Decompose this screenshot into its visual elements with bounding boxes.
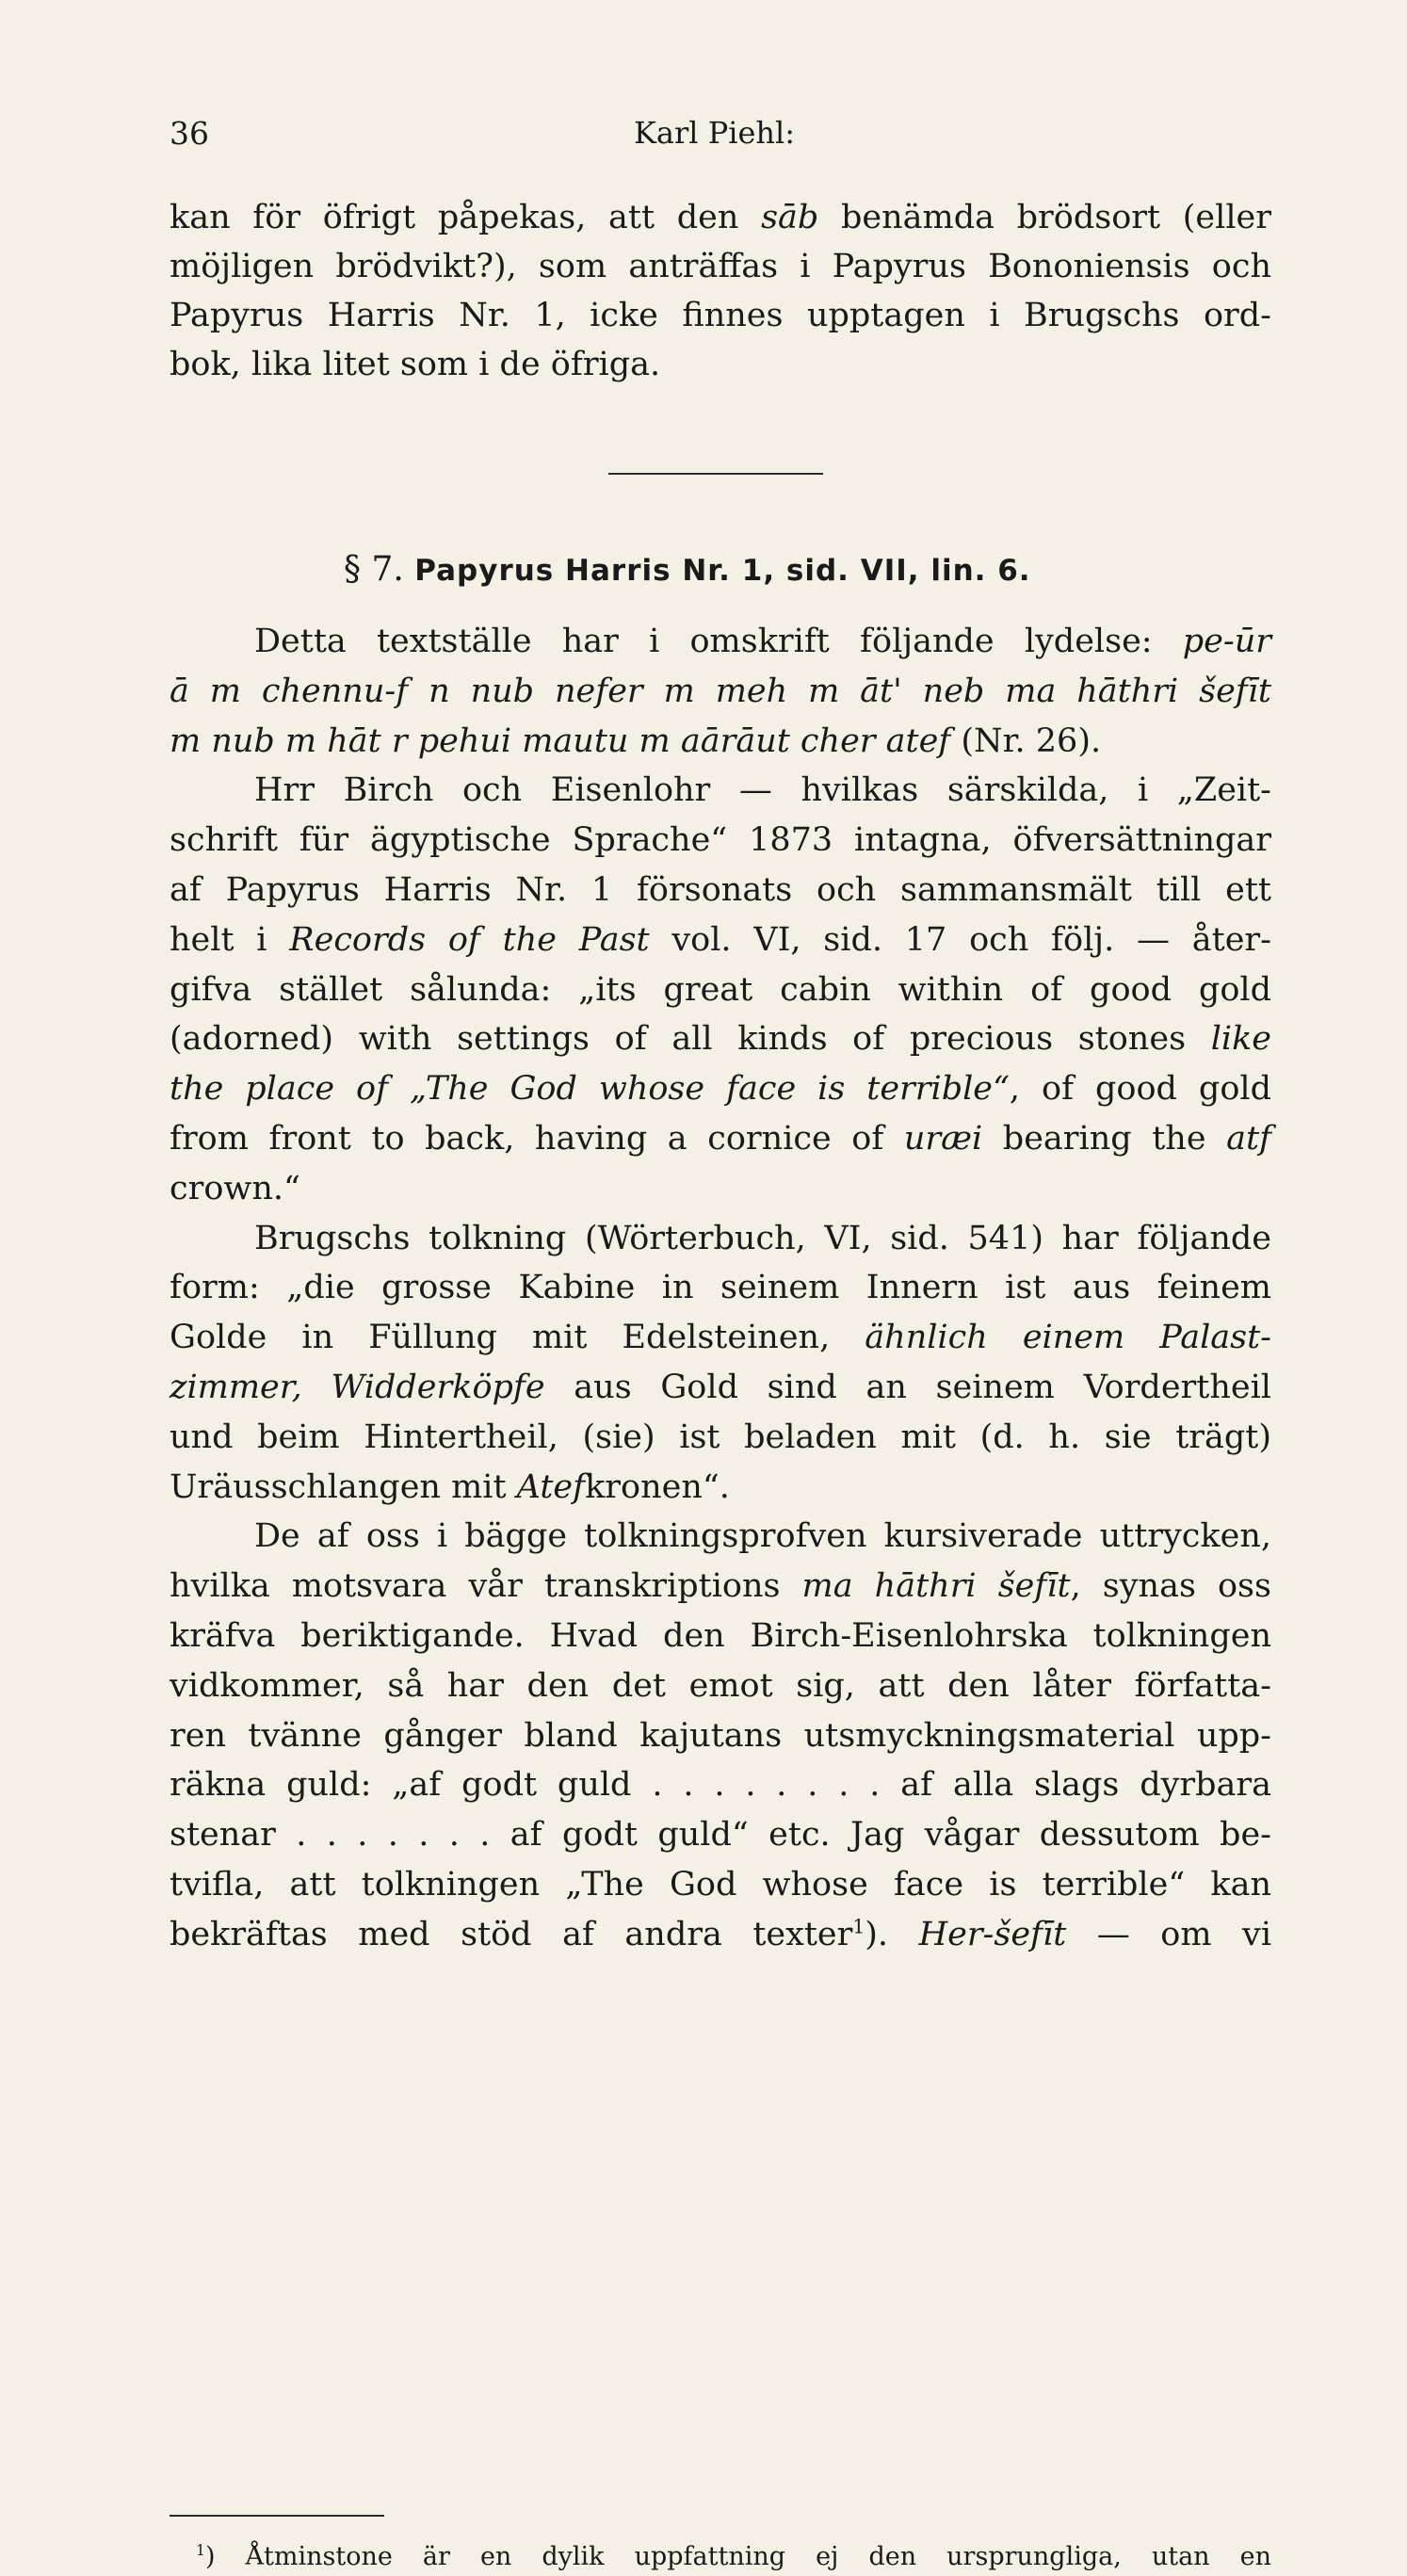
text-line (254, 1214, 1271, 1263)
text-line (170, 291, 1271, 340)
text-run: (Nr. 26). (950, 721, 1102, 760)
text-run: möjligen brödvikt?), som anträffas i Papyrus Bononiensis och (170, 248, 1271, 285)
text-run: Hrr Birch och Eisenlohr — hvilkas särskilda, i „Zeit- (254, 771, 1271, 810)
text-line (170, 1711, 1271, 1760)
italic-run: m nub m hāt r pehui mautu m aārāut cher atef (170, 721, 951, 760)
text-run: form: „die grosse Kabine in seinem Innern ist aus feinem (170, 1269, 1271, 1307)
italic-run: Her-šefīt (918, 1915, 1067, 1953)
text-run: vol. VI, sid. 17 och följ. — åter- (649, 920, 1271, 959)
text-line (170, 1810, 1271, 1859)
text-line (170, 1612, 1271, 1661)
italic-run: Records of the Past (289, 920, 650, 959)
text-run: und beim Hintertheil, (sie) ist beladen mit (d. h. sie trägt) (170, 1418, 1271, 1456)
text-line (170, 1661, 1271, 1710)
footnote (196, 2538, 1271, 2576)
footnote-text: ) Åtminstone är en dylik uppfattning ej den ursprungliga, utan en (204, 2542, 1271, 2571)
text-line (170, 1860, 1271, 1909)
text-run: räkna guld: „af godt guld . . . . . . . . af alla slags dyrbara (170, 1766, 1271, 1805)
text-run: stenar . . . . . . . af godt guld“ etc. Jag vågar dessutom be- (170, 1816, 1271, 1855)
text-line (170, 1164, 1271, 1213)
text-run: tvifla, att tolkningen „The God whose face is terrible“ kan (170, 1866, 1271, 1904)
text-run: af Papyrus Harris Nr. 1 försonats och sammansmält till ett (170, 871, 1271, 909)
section-heading (344, 542, 1135, 598)
text-line (170, 816, 1271, 865)
text-line (170, 1562, 1271, 1611)
text-line (170, 1263, 1271, 1312)
text-run: from front to back, having a cornice of (170, 1120, 904, 1158)
section-mark: § 7. (344, 550, 404, 589)
text-run: , synas oss (1070, 1567, 1271, 1606)
text-run: (adorned) with settings of all kinds of precious stones (170, 1020, 1211, 1059)
text-line (170, 1313, 1271, 1362)
text-run: Uräusschlangen mit (170, 1467, 517, 1506)
text-line (170, 1760, 1271, 1809)
italic-run: zimmer, Widderköpfe (170, 1369, 545, 1406)
text-line (170, 340, 1271, 389)
text-run: Detta textställe har i omskrift följande lydelse: (254, 623, 1183, 660)
text-line (170, 1910, 1271, 1959)
italic-run: uræi (903, 1120, 983, 1158)
text-line (170, 1114, 1271, 1163)
text-line (170, 1413, 1271, 1462)
italic-run: Atef (516, 1467, 586, 1506)
text-run: kronen“. (585, 1467, 730, 1506)
italic-run: ähnlich einem Palast- (865, 1319, 1271, 1357)
italic-run: like (1210, 1020, 1271, 1059)
text-line (254, 617, 1271, 666)
text-line (170, 242, 1271, 291)
italic-run: the place of „The God whose face is terrible“ (170, 1070, 1010, 1109)
text-run: De af oss i bägge tolkningsprofven kursiverade uttrycken, (254, 1517, 1271, 1556)
text-run: aus Gold sind an seinem Vordertheil (544, 1369, 1271, 1406)
text-run: bekräftas med stöd af andra texter (170, 1915, 853, 1953)
text-line (170, 1363, 1271, 1412)
page-header (170, 115, 1271, 156)
text-line (170, 717, 1271, 766)
text-line (170, 866, 1271, 915)
text-run: Brugschs tolkning (Wörterbuch, VI, sid. 541) har följande (254, 1219, 1271, 1257)
italic-run: sāb (761, 199, 819, 236)
text-line (254, 766, 1271, 815)
footnote-divider (170, 2515, 384, 2517)
italic-run: atf (1226, 1120, 1271, 1158)
text-run: ren tvänne gånger bland kajutans utsmyckningsmaterial upp- (170, 1716, 1271, 1755)
text-run: hvilka motsvara vår transkriptions (170, 1567, 802, 1606)
text-run: — om vi (1066, 1915, 1272, 1953)
text-line (254, 1512, 1271, 1561)
text-line (170, 193, 1271, 242)
text-line (170, 667, 1271, 716)
text-line (170, 1014, 1271, 1063)
running-head: Karl Piehl: (634, 115, 796, 151)
text-run: vidkommer, så har den det emot sig, att den låter författa- (170, 1666, 1271, 1705)
text-run: gifva stället sålunda: „its great cabin within of good gold (170, 970, 1271, 1009)
text-run: helt i (170, 920, 290, 959)
text-run: benämda brödsort (eller (818, 199, 1271, 236)
text-run: Golde in Füllung mit Edelsteinen, (170, 1319, 865, 1357)
text-run: crown.“ (170, 1169, 300, 1207)
italic-run: ā m chennu-f n nub nefer m meh m āt' neb ma hāthri šefīt (170, 672, 1271, 710)
text-run: bok, lika litet som i de öfriga. (170, 346, 661, 383)
page-number: 36 (170, 115, 209, 152)
text-run: kräfva beriktigande. Hvad den Birch-Eisenlohrska tolkningen (170, 1617, 1271, 1655)
italic-run: pe-ūr (1182, 623, 1271, 660)
text-run: ). (865, 1915, 919, 1953)
text-run: bearing the (982, 1120, 1227, 1158)
text-run: kan för öfrigt påpekas, att den (170, 199, 762, 236)
italic-run: ma hāthri šefīt (801, 1567, 1071, 1606)
text-line (170, 965, 1271, 1014)
text-run: schrift für ägyptische Sprache“ 1873 intagna, öfversättningar (170, 821, 1271, 860)
footnote-mark: 1 (196, 2541, 205, 2559)
section-divider (608, 473, 823, 475)
text-line (170, 1064, 1271, 1113)
text-line (170, 1463, 1271, 1512)
footnote-reference: 1 (852, 1915, 865, 1938)
text-run: , of good gold (1009, 1070, 1271, 1109)
text-line (170, 915, 1271, 964)
text-run: Papyrus Harris Nr. 1, icke finnes upptagen i Brugschs ord- (170, 297, 1271, 334)
section-title: Papyrus Harris Nr. 1, sid. VII, lin. 6. (414, 554, 1031, 588)
